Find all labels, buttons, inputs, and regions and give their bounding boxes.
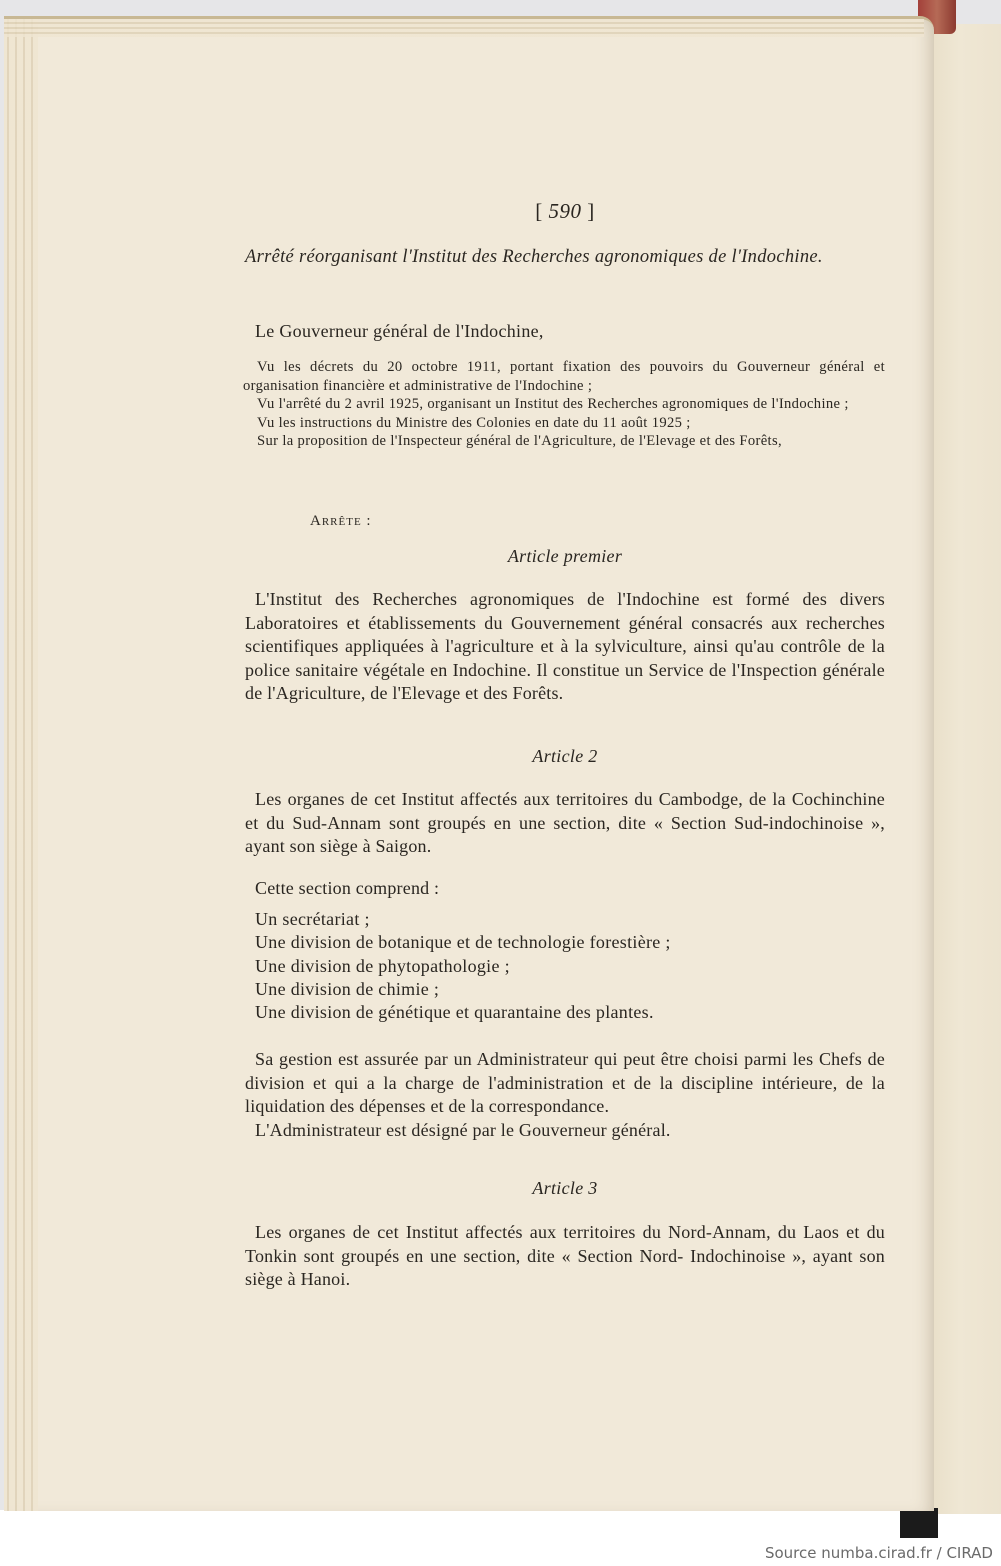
article-2-paragraph-1: Les organes de cet Institut affectés aux territoires du Cambodge, de la Cochinchine et du Sud-Annam sont groupés en une section, dite « Section Sud-indochinoise », ayant son siège à Saigon. <box>245 789 885 856</box>
considerant-2: Vu l'arrêté du 2 avril 1925, organisant un Institut des Recherches agronomiques de l'Indochine ; <box>257 396 849 412</box>
document-title: Arrêté réorganisant l'Institut des Recherches agronomiques de l'Indochine. <box>245 247 823 267</box>
article-1-paragraph-1: L'Institut des Recherches agronomiques de l'Indochine est formé des divers Laboratoires et établissements du Gouvernement général consacrés aux recherches scientifiques appliquées à l'agriculture et à la sylviculture, ainsi qu'au contrôle de la police sanitaire végétale en Indochine. Il constitue un Service de l'Inspection générale de l'Agriculture, de l'Elevage et des Forêts. <box>245 589 885 703</box>
governor-heading: Le Gouverneur général de l'Indochine, <box>255 321 544 341</box>
article-2-heading: Article 2 <box>532 746 598 766</box>
book-cover-edge <box>900 1508 938 1538</box>
list-item: Une division de phytopathologie ; <box>255 955 510 976</box>
document-page <box>4 16 934 1511</box>
article-3-paragraph-1: Les organes de cet Institut affectés aux territoires du Nord-Annam, du Laos et du Tonkin sont groupés en une section, dite « Section Nord- Indochinoise », ayant son siège à Hanoi. <box>245 1222 885 1289</box>
considerant-4: Sur la proposition de l'Inspecteur général de l'Agriculture, de l'Elevage et des Forêts, <box>257 433 782 449</box>
list-item: Une division de génétique et quarantaine des plantes. <box>255 1002 654 1023</box>
source-credit: Source numba.cirad.fr / CIRAD <box>764 1544 993 1562</box>
page-stack-top-edge <box>4 19 924 37</box>
article-1-heading: Article premier <box>507 546 623 566</box>
article-2-division-list <box>255 908 885 1024</box>
page-stack-left-edge <box>4 19 38 1511</box>
page-number <box>245 199 885 224</box>
considerant-1: Vu les décrets du 20 octobre 1911, portant fixation des pouvoirs du Gouverneur général et organisation financière et administrative de l'Indochine ; <box>243 359 885 394</box>
arrete-heading: Arrête : <box>310 513 372 529</box>
page-number-value: 590 <box>548 199 582 223</box>
article-2-closing-paragraph-1: Sa gestion est assurée par un Administrateur qui peut être choisi parmi les Chefs de division et qui a la charge de l'administration et de la discipline intérieure, de la liquidation des dépenses et de la correspondance. <box>245 1049 885 1116</box>
article-2-closing-paragraph-2: L'Administrateur est désigné par le Gouverneur général. <box>255 1120 671 1140</box>
bracket-open: [ <box>535 199 543 223</box>
right-page-edge <box>930 24 1001 1514</box>
list-item: Une division de chimie ; <box>255 978 440 999</box>
list-item: Une division de botanique et de technologie forestière ; <box>255 932 671 953</box>
article-2-paragraph-2: Cette section comprend : <box>255 878 440 898</box>
considerant-3: Vu les instructions du Ministre des Colonies en date du 11 août 1925 ; <box>257 414 691 431</box>
article-3-heading: Article 3 <box>532 1178 598 1198</box>
list-item: Un secrétariat ; <box>255 909 370 929</box>
bracket-close: ] <box>587 199 595 223</box>
considerants <box>243 358 885 451</box>
